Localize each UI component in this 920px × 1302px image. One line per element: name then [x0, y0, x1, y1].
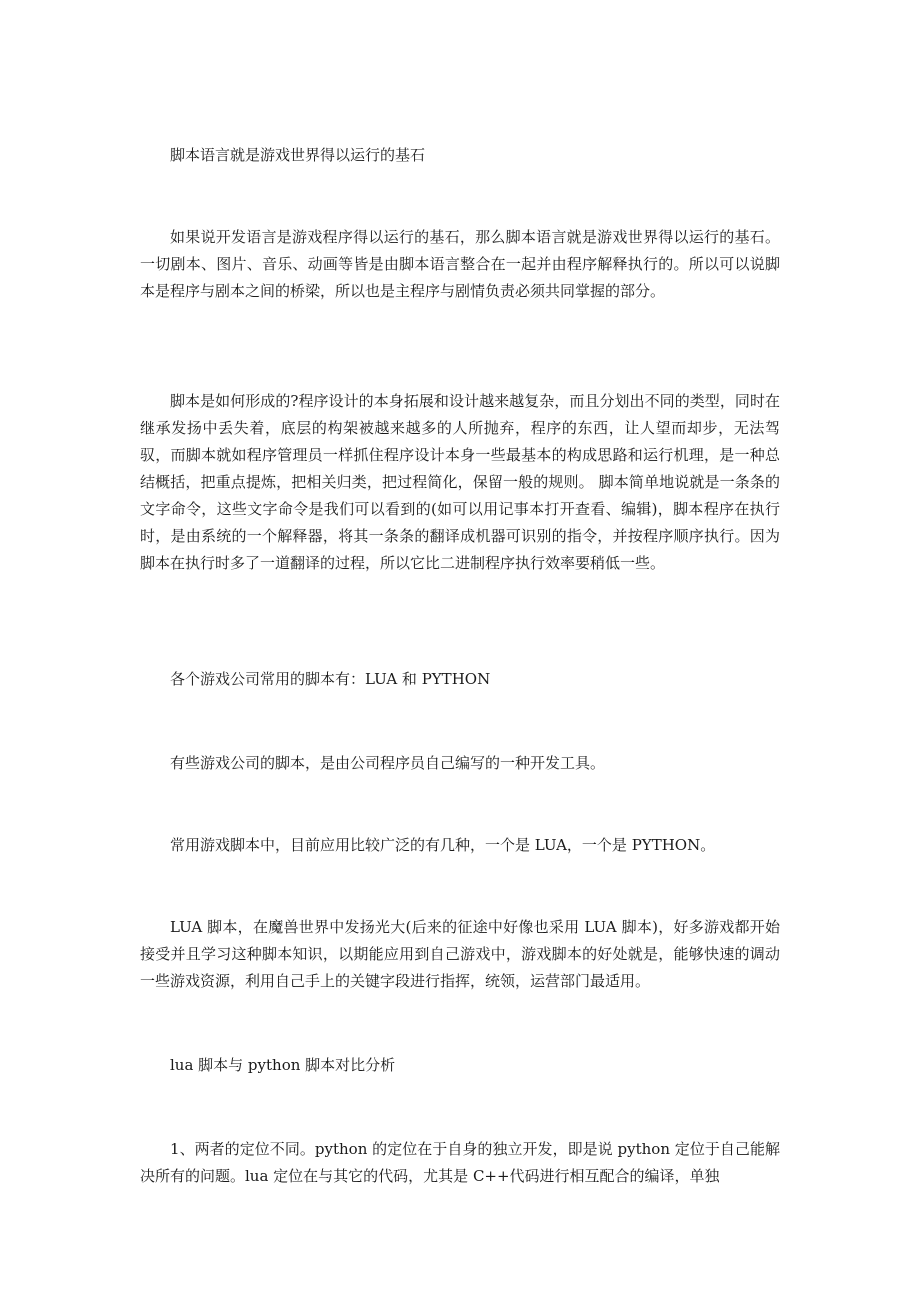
section-title-lua-python-comparison: lua 脚本与 python 脚本对比分析	[170, 1056, 396, 1074]
section-title-common-scripts: 各个游戏公司常用的脚本有：LUA 和 PYTHON	[170, 670, 491, 688]
paragraph-positioning-difference: 1、两者的定位不同。python 的定位在于自身的独立开发，即是说 python 定位于自己能解决所有的问题。lua 定位在与其它的代码，尤其是 C++代码进行相互配合的编译，单独	[140, 1140, 780, 1185]
paragraph-lua-script: LUA 脚本，在魔兽世界中发扬光大(后来的征途中好像也采用 LUA 脚本)，好多游戏都开始接受并且学习这种脚本知识，以期能应用到自己游戏中，游戏脚本的好处就是，能够快速的调动一些游戏资源，利用自己手上的关键字段进行指挥，统领，运营部门最适用。	[140, 918, 780, 990]
paragraph-script-role: 如果说开发语言是游戏程序得以运行的基石，那么脚本语言就是游戏世界得以运行的基石。一切剧本、图片、音乐、动画等皆是由脚本语言整合在一起并由程序解释执行的。所以可以说脚本是程序与剧本之间的桥梁，所以也是主程序与剧情负责必须共同掌握的部分。	[140, 228, 780, 300]
paragraph-inhouse-scripts: 有些游戏公司的脚本，是由公司程序员自己编写的一种开发工具。	[170, 754, 606, 772]
section-title-script-foundation: 脚本语言就是游戏世界得以运行的基石	[170, 146, 426, 164]
paragraph-common-game-scripts: 常用游戏脚本中，目前应用比较广泛的有几种，一个是 LUA，一个是 PYTHON。	[170, 836, 716, 854]
paragraph-script-formation: 脚本是如何形成的?程序设计的本身拓展和设计越来越复杂，而且分划出不同的类型，同时在继承发扬中丢失着，底层的构架被越来越多的人所抛弃，程序的东西，让人望而却步，无法驾驭，而脚本就如程序管理员一样抓住程序设计本身一些最基本的构成思路和运行机理，是一种总结概括，把重点提炼，把相关归类，把过程简化，保留一般的规则。 脚本简单地说就是一条条的文字命令，这些文字命令是我们可以看到的(如可以用记事本打开查看、编辑)，脚本程序在执行时，是由系统的一个解释器，将其一条条的翻译成机器可识别的指令，并按程序顺序执行。因为脚本在执行时多了一道翻译的过程，所以它比二进制程序执行效率要稍低一些。	[140, 392, 780, 572]
